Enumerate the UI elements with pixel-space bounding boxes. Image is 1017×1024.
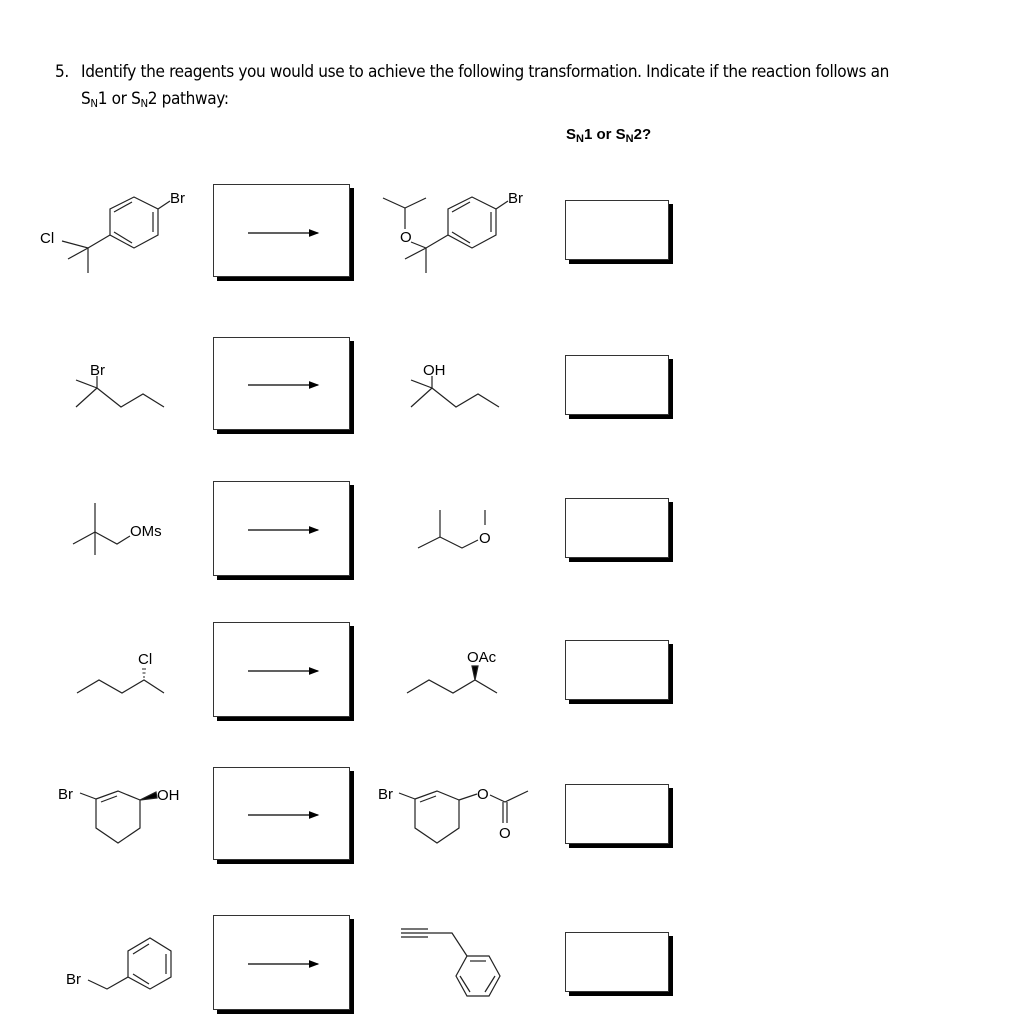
question-number: 5. [55, 62, 69, 81]
atom-br: Br [90, 362, 105, 379]
row1-starting-material [62, 197, 170, 273]
atom-o: O [499, 825, 511, 842]
atom-oh: OH [157, 787, 180, 804]
row6-product [401, 929, 500, 996]
atom-br: Br [170, 190, 185, 207]
row6-starting-material [88, 938, 171, 989]
atom-oac: OAc [467, 649, 497, 666]
atom-br: Br [66, 971, 81, 988]
atom-o: O [477, 786, 489, 803]
atom-cl: Cl [138, 651, 153, 668]
atom-br: Br [508, 190, 523, 207]
row2-product [411, 376, 499, 407]
atom-br: Br [58, 786, 73, 803]
row3-product [418, 510, 485, 548]
row2-starting-material [76, 376, 164, 407]
atom-oms: OMs [130, 523, 162, 540]
row5-starting-material [80, 791, 157, 843]
row3-starting-material [73, 503, 130, 555]
atom-oh: OH [423, 362, 446, 379]
atom-cl: Cl [40, 230, 55, 247]
atom-o: O [400, 229, 412, 246]
sn-column-header: $S_N1$ or $S_N2$? [566, 126, 652, 145]
row4-starting-material [77, 669, 164, 693]
question-line-2: $S_N1$ or $S_N2$ pathway: [81, 89, 229, 110]
atom-br: Br [378, 786, 393, 803]
atom-labels [40, 190, 523, 988]
atom-o: O [479, 530, 491, 547]
question-line-1: Identify the reagents you would use to achieve the following transformation. Indicate if the reaction follows an [81, 62, 889, 81]
row4-product [407, 666, 497, 693]
